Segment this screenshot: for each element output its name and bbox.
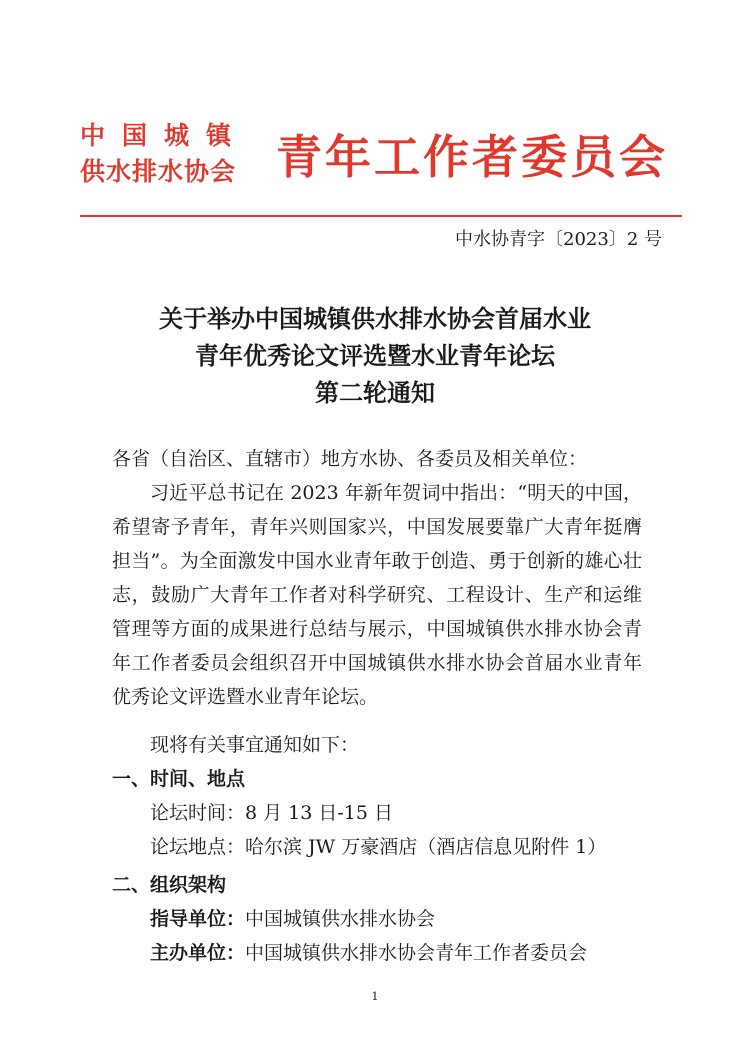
intro-paragraph (112, 476, 642, 714)
issuer-org-line-1: 中国城镇 (80, 121, 249, 150)
section-2-heading: 二、组织架构 (112, 874, 227, 896)
section-1-heading: 一、时间、地点 (112, 768, 246, 790)
letterhead-divider (80, 215, 682, 217)
forum-time: 论坛时间：8 月 13 日-15 日 (150, 802, 394, 824)
host-unit-value: 中国城镇供水排水协会青年工作者委员会 (245, 942, 588, 964)
guiding-unit-value: 中国城镇供水排水协会 (245, 908, 436, 930)
page-number: 1 (371, 990, 379, 1003)
host-unit-label: 主办单位： (150, 942, 246, 964)
issuer-committee: 青年工作者委员会 (276, 130, 668, 184)
document-number: 中水协青字〔2023〕2 号 (455, 229, 662, 250)
host-unit (112, 936, 642, 970)
intro-paragraph-text: 习近平总书记在 2023 年新年贺词中指出：“明天的中国，希望寄予青年，青年兴则国家兴，中国发展要靠广大青年挺膺担当”。为全面激发中国水业青年敢于创造、勇于创新的雄心壮志，鼓励广大青年工作者对科学研究、工程设计、生产和运维管理等方面的成果进行总结与展示，中国城镇供水排水协会青年工作者委员会组织召开中国城镇供水排水协会首届水业青年优秀论文评选暨水业青年论坛。 (112, 482, 642, 708)
issuer-org-line-2: 供水排水协会 (80, 157, 237, 186)
forum-place: 论坛地点：哈尔滨 JW 万豪酒店（酒店信息见附件 1） (150, 836, 607, 858)
issuer-organization (80, 118, 248, 190)
title-line-2: 青年优秀论文评选暨水业青年论坛 (195, 341, 555, 370)
guiding-unit (112, 902, 642, 936)
title-line-1: 关于举办中国城镇供水排水协会首届水业 (159, 304, 591, 333)
letterhead (80, 118, 680, 198)
document-title (80, 300, 670, 411)
salutation: 各省（自治区、直辖市）地方水协、各委员及相关单位： (112, 448, 588, 470)
notice-lead-in: 现将有关事宜通知如下： (150, 734, 360, 756)
guiding-unit-label: 指导单位： (150, 908, 246, 930)
title-line-3: 第二轮通知 (315, 378, 435, 407)
